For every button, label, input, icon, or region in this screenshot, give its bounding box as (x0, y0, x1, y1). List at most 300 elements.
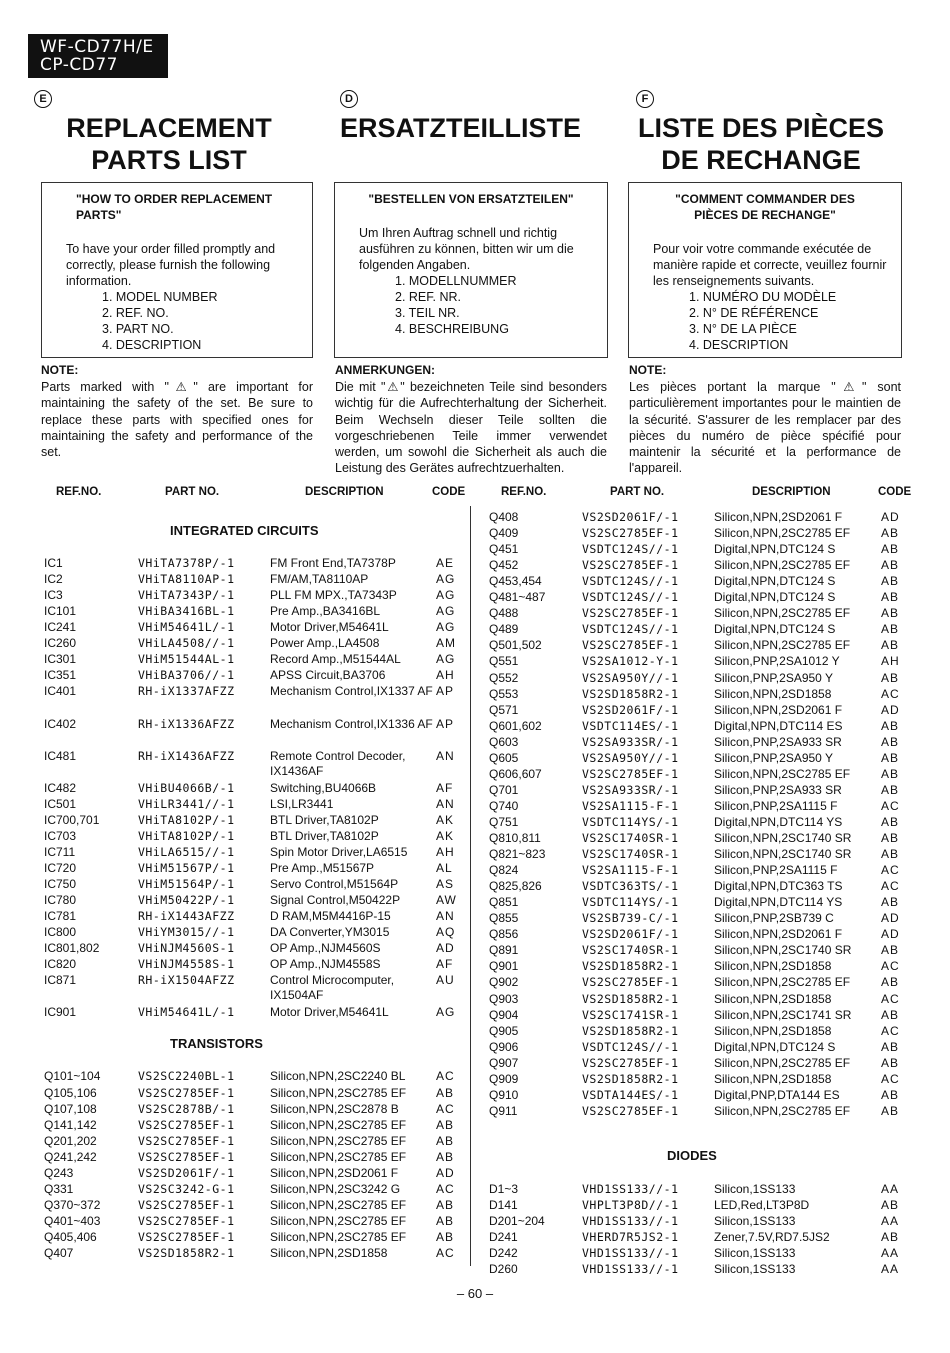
description: Silicon,NPN,2SC2785 EF (714, 526, 851, 541)
code: AB (881, 1055, 900, 1070)
code: AD (881, 911, 900, 926)
ref-no: IC750 (44, 877, 77, 891)
section-title: INTEGRATED CIRCUITS (170, 523, 319, 538)
description: Silicon,PNP,2SA1012 Y (714, 654, 840, 669)
code: AB (881, 1230, 900, 1245)
box-body: Um Ihren Auftrag schnell und richtig ausführen zu können, bitten wir um die folgenden Angaben. (359, 226, 574, 272)
description: Silicon,NPN,2SD1858 (714, 686, 832, 701)
ref-no: Q551 (489, 654, 519, 669)
part-no: VSDTC114ES/-1 (582, 718, 679, 733)
ref-no: Q401~403 (44, 1213, 101, 1228)
box-body: Pour voir votre commande exécutée de manière rapide et correcte, veuillez fournir les renseignements suivants. (653, 242, 887, 288)
ref-no: IC1 (44, 556, 63, 570)
ref-no: Q452 (489, 558, 519, 573)
description: Silicon,PNP,2SA1115 F (714, 863, 838, 878)
section-title: DIODES (667, 1147, 717, 1163)
ref-no: Q856 (489, 927, 519, 942)
ref-no: D1~3 (489, 1181, 519, 1196)
description: Silicon,NPN,2SD2061 F (714, 927, 843, 942)
description: Silicon,NPN,2SC2785 EF (714, 975, 851, 990)
part-no: VHiTA7343P/-1 (138, 588, 235, 603)
ref-no: Q903 (489, 991, 519, 1006)
note-title: NOTE: (629, 363, 667, 377)
ref-no: D241 (489, 1230, 518, 1245)
part-no: VS2SA1012-Y-1 (582, 654, 679, 669)
description: Digital,NPN,DTC363 TS (714, 879, 843, 894)
code: AF (436, 780, 454, 795)
description: Silicon,1SS133 (714, 1214, 796, 1228)
part-no: VS2SD1858R2-1 (582, 1023, 679, 1038)
part-no: VSDTA144ES/-1 (582, 1087, 679, 1102)
description: Power Amp.,LA4508 (270, 636, 380, 651)
code: AG (436, 620, 456, 635)
heading (34, 112, 304, 176)
code: AG (436, 1005, 456, 1020)
part-no: VSDTC124S//-1 (582, 574, 679, 589)
code: AH (436, 844, 455, 859)
box-title: "COMMENT COMMANDER DES PIÈCES DE RECHANGE" (675, 192, 855, 222)
ref-no: Q453,454 (489, 574, 542, 589)
description: Silicon,NPN,2SC2785 EF (714, 1103, 851, 1118)
code: AB (436, 1149, 455, 1164)
description: Pre Amp.,BA3416BL (270, 604, 381, 619)
code: AB (881, 1197, 900, 1212)
description: Digital,NPN,DTC114 YS (714, 814, 843, 829)
part-no: VHiTA8110AP-1 (138, 572, 235, 587)
part-no: VSDTC114YS/-1 (582, 814, 679, 829)
part-no: VS2SD1858R2-1 (582, 686, 679, 701)
box-item: 2. REF. NR. (395, 290, 461, 304)
box-item: 3. PART NO. (102, 322, 174, 336)
ref-no: Q905 (489, 1023, 519, 1038)
code: AC (436, 1181, 455, 1196)
description: Silicon,NPN,2SD2061 F (270, 1165, 399, 1180)
description: Silicon,NPN,2SC2785 EF (270, 1117, 407, 1132)
order-box-english (41, 182, 313, 358)
page-number: – 60 – (456, 1286, 494, 1301)
box-item: 4. DESCRIPTION (102, 338, 202, 352)
description: OP Amp.,NJM4560S (270, 941, 381, 956)
part-no: VHiBA3706//-1 (138, 668, 235, 683)
code: AB (881, 1039, 900, 1054)
ref-no: Q855 (489, 911, 519, 926)
code: AA (881, 1214, 900, 1228)
description: Silicon,NPN,2SC1740 SR (714, 831, 852, 845)
part-no: VSDTC124S//-1 (582, 1039, 679, 1054)
part-no: VS2SD2061F/-1 (582, 927, 679, 942)
code: AM (436, 636, 456, 651)
lang-mark: D (340, 90, 358, 108)
ref-no: Q571 (489, 702, 519, 717)
description: Digital,PNP,DTA144 ES (714, 1087, 840, 1102)
part-no: VHiM51544AL-1 (138, 652, 235, 667)
description: Silicon,NPN,2SD1858 (714, 959, 832, 974)
ref-no: IC351 (44, 668, 77, 683)
code: AU (436, 973, 455, 988)
ref-no: Q909 (489, 1071, 519, 1086)
description: Digital,NPN,DTC114 ES (714, 718, 843, 733)
part-no: VSDTC114YS/-1 (582, 895, 679, 910)
description: Silicon,1SS133 (714, 1181, 796, 1196)
part-no: VSDTC124S//-1 (582, 542, 679, 557)
code: AD (436, 1165, 455, 1180)
description: Motor Driver,M54641L (270, 620, 389, 635)
code: AB (881, 590, 900, 605)
lang-col-english (34, 90, 304, 176)
ref-no: Q891 (489, 943, 519, 958)
ref-no: Q101~104 (44, 1069, 101, 1084)
part-no: VHD1SS133//-1 (582, 1214, 679, 1228)
ref-no: Q701 (489, 782, 519, 797)
part-no: VS2SC3242-G-1 (138, 1181, 235, 1196)
description: Silicon,NPN,2SD1858 (714, 1071, 832, 1086)
note-german (335, 362, 607, 476)
code: AS (436, 877, 455, 891)
ref-no: Q825,826 (489, 879, 542, 894)
ref-no: Q105,106 (44, 1085, 97, 1100)
ref-no: Q907 (489, 1055, 519, 1070)
code: AB (881, 622, 900, 637)
part-no: VHiM51564P/-1 (138, 877, 235, 891)
description: Silicon,NPN,2SD2061 F (714, 510, 843, 524)
description: Zener,7.5V,RD7.5JS2 (714, 1230, 830, 1245)
ref-no: Q451 (489, 542, 519, 557)
part-no: VHPLT3P8D//-1 (582, 1197, 679, 1212)
part-no: VS2SC2785EF-1 (582, 1055, 679, 1070)
part-no: RH-iX1504AFZZ (138, 973, 235, 988)
code: AA (881, 1246, 900, 1261)
note-body: Les pièces portant la marque "⚠" sont particulièrement importantes pour le maintien de la sécurité. S'assurer de les remplacer par des pièces du numéro de pièce spécifié pour maintenir la sécurité et la performance de l'appareil. (629, 380, 901, 476)
code: AG (436, 652, 456, 667)
box-title: "HOW TO ORDER REPLACEMENT PARTS" (76, 192, 273, 222)
part-no: VS2SC2785EF-1 (582, 526, 679, 541)
description: Digital,NPN,DTC114 YS (714, 895, 843, 910)
box-item: 4. DESCRIPTION (689, 338, 789, 352)
code: AN (436, 796, 455, 811)
ref-no: IC481 (44, 748, 77, 763)
code: AB (881, 975, 900, 990)
part-no: VS2SA950Y//-1 (582, 750, 679, 765)
part-no: VS2SC2878B/-1 (138, 1101, 235, 1116)
code: AE (436, 556, 455, 570)
description: Silicon,NPN,2SC1741 SR (714, 1007, 852, 1022)
heading (636, 112, 886, 176)
part-no: VS2SC2785EF-1 (582, 558, 679, 573)
ref-no: Q409 (489, 526, 519, 541)
ref-no: IC3 (44, 588, 63, 603)
box-item: 1. MODEL NUMBER (102, 290, 218, 304)
ref-no: Q488 (489, 606, 519, 621)
description: Silicon,NPN,2SC2785 EF (714, 638, 851, 653)
description: Signal Control,M50422P (270, 893, 401, 908)
part-no: RH-iX1443AFZZ (138, 909, 235, 924)
part-no: VS2SA933SR/-1 (582, 734, 679, 749)
description: LSI,LR3441 (270, 796, 334, 811)
description: Silicon,NPN,2SC2785 EF (270, 1229, 407, 1244)
ref-no: IC301 (44, 652, 77, 667)
ref-no: Q605 (489, 750, 519, 765)
code: AB (881, 526, 900, 541)
code: AG (436, 588, 456, 603)
code: AD (436, 941, 455, 956)
part-no: RH-iX1337AFZZ (138, 684, 235, 699)
description: Silicon,NPN,2SC2785 EF (270, 1149, 407, 1164)
ref-no: Q740 (489, 798, 519, 813)
ref-no: D201~204 (489, 1214, 545, 1228)
part-no: VS2SA950Y//-1 (582, 670, 679, 685)
description: Pre Amp.,M51567P (270, 860, 375, 875)
note-french (629, 362, 901, 476)
part-no: VS2SA933SR/-1 (582, 782, 679, 797)
ref-no: Q243 (44, 1165, 74, 1180)
description: Silicon,NPN,2SD2061 F (714, 702, 843, 717)
description: APSS Circuit,BA3706 (270, 668, 386, 683)
code: AB (881, 638, 900, 653)
code: AN (436, 909, 455, 924)
code: AB (436, 1133, 455, 1148)
part-no: RH-iX1336AFZZ (138, 716, 235, 731)
description: OP Amp.,NJM4558S (270, 957, 381, 972)
box-item: 3. N° DE LA PIÈCE (689, 322, 797, 336)
part-no: VS2SC1740SR-1 (582, 847, 679, 862)
ref-no: IC241 (44, 620, 77, 635)
code: AB (881, 943, 900, 958)
ref-no: Q331 (44, 1181, 74, 1196)
description: LED,Red,LT3P8D (714, 1197, 810, 1212)
heading-line-1: REPLACEMENT (66, 113, 272, 143)
note-english (41, 362, 313, 460)
ref-no: IC482 (44, 780, 77, 795)
part-no: VHiLA6515//-1 (138, 844, 235, 859)
ref-no: IC401 (44, 684, 77, 699)
part-no: VHiM54641L/-1 (138, 1005, 235, 1020)
code: AB (881, 766, 900, 781)
ref-no: Q370~372 (44, 1197, 101, 1212)
part-no: VS2SD2061F/-1 (582, 702, 679, 717)
description: FM/AM,TA8110AP (270, 572, 369, 587)
part-no: VS2SC1741SR-1 (582, 1007, 679, 1022)
note-body: Die mit "⚠" bezeichneten Teile sind besonders wichtig für die Aufrechterhaltung der Sicherheit. Beim Wechseln dieser Teile sollten die vorgeschriebenen Teile immer verwendet werden, um sowohl die Sicherheit als auch die Leistung des Gerätes aufrechtzuerhalten. (335, 380, 607, 476)
part-no: VS2SC2785EF-1 (138, 1117, 235, 1132)
description: D RAM,M5M4416P-15 (270, 909, 391, 924)
box-item: 4. BESCHREIBUNG (395, 322, 509, 336)
code: AB (881, 542, 900, 557)
code: AB (881, 734, 900, 749)
ref-no: Q489 (489, 622, 519, 637)
code: AC (881, 991, 900, 1006)
code: AB (881, 670, 900, 685)
part-no: VS2SC2785EF-1 (582, 606, 679, 621)
description: Silicon,1SS133 (714, 1246, 796, 1261)
code: AK (436, 828, 455, 843)
description: Silicon,NPN,2SC2785 EF (270, 1085, 407, 1100)
code: AK (436, 812, 455, 827)
description: Silicon,NPN,2SC2785 EF (714, 1055, 851, 1070)
part-no: VHiYM3015//-1 (138, 925, 235, 940)
description: Digital,NPN,DTC124 S (714, 622, 836, 637)
code: AH (436, 668, 455, 683)
description: Silicon,NPN,2SC3242 G (270, 1181, 401, 1196)
description: Silicon,NPN,2SC2785 EF (270, 1197, 407, 1212)
ref-no: Q902 (489, 975, 519, 990)
description: Remote Control Decoder, IX1436AF (270, 748, 406, 778)
code: AC (881, 959, 900, 974)
header-code: CODE (432, 486, 466, 498)
code: AB (881, 558, 900, 573)
part-no: VHiLR3441//-1 (138, 796, 235, 811)
code: AB (881, 1087, 900, 1102)
ref-no: IC871 (44, 973, 77, 988)
ref-no: Q910 (489, 1087, 519, 1102)
column-divider (470, 506, 471, 1266)
ref-no: Q141,142 (44, 1117, 97, 1132)
header-ref: REF.NO. (501, 486, 547, 498)
ref-no: Q201,202 (44, 1133, 97, 1148)
heading-line-2: PARTS LIST (91, 145, 247, 175)
code: AC (881, 1023, 900, 1038)
part-no: VHD1SS133//-1 (582, 1262, 679, 1277)
code: AC (436, 1246, 455, 1260)
description: Mechanism Control,IX1337 AF (270, 684, 433, 699)
part-no: VS2SC2785EF-1 (138, 1213, 235, 1228)
ref-no: Q405,406 (44, 1229, 97, 1244)
note-title: ANMERKUNGEN: (335, 363, 435, 377)
code: AF (436, 957, 454, 972)
part-no: VS2SC1740SR-1 (582, 831, 679, 845)
part-no: VS2SC2785EF-1 (138, 1149, 235, 1164)
code: AC (881, 686, 900, 701)
code: AC (881, 1071, 900, 1086)
part-no: VHD1SS133//-1 (582, 1181, 679, 1196)
code: AB (881, 1103, 900, 1118)
box-item: 2. N° DE RÉFÉRENCE (689, 306, 819, 320)
ref-no: IC781 (44, 909, 77, 924)
part-no: VS2SC2785EF-1 (582, 766, 679, 781)
code: AD (881, 510, 900, 524)
ref-no: IC780 (44, 893, 77, 908)
ref-no: IC501 (44, 796, 77, 811)
description: Silicon,PNP,2SA950 Y (714, 670, 833, 685)
ref-no: Q904 (489, 1007, 519, 1022)
ref-no: D141 (489, 1197, 518, 1212)
code: AC (881, 863, 900, 878)
header-desc: DESCRIPTION (305, 486, 384, 498)
ref-no: Q501,502 (489, 638, 542, 653)
ref-no: Q901 (489, 959, 519, 974)
code: AB (881, 574, 900, 589)
order-box-german (334, 182, 608, 358)
ref-no: Q606,607 (489, 766, 542, 781)
part-no: VS2SD2061F/-1 (138, 1165, 235, 1180)
code: AB (881, 895, 900, 910)
ref-no: Q408 (489, 510, 519, 524)
description: Record Amp.,M51544AL (270, 652, 401, 667)
model-line-2: CP-CD77 (40, 55, 118, 75)
ref-no: D260 (489, 1262, 518, 1277)
ref-no: Q603 (489, 734, 519, 749)
description: Motor Driver,M54641L (270, 1005, 389, 1020)
description: Digital,NPN,DTC124 S (714, 1039, 836, 1054)
part-no: VS2SD1858R2-1 (138, 1246, 235, 1260)
heading (340, 112, 581, 144)
note-body: Parts marked with "⚠" are important for maintaining the safety of the set. Be sure to replace these parts with specified ones for maintaining the safety and performance of the set. (41, 380, 313, 460)
ref-no: Q107,108 (44, 1101, 97, 1116)
description: Silicon,NPN,2SC2878 B (270, 1101, 399, 1116)
part-no: VHiNJM4560S-1 (138, 941, 235, 956)
ref-no: IC801,802 (44, 941, 100, 956)
ref-no: IC260 (44, 636, 77, 651)
description: Silicon,PNP,2SA933 SR (714, 782, 842, 797)
code: AB (436, 1197, 455, 1212)
code: AB (881, 831, 900, 845)
part-no: VHERD7R5JS2-1 (582, 1230, 679, 1245)
code: AP (436, 716, 455, 731)
part-no: VS2SC2785EF-1 (582, 975, 679, 990)
ref-no: IC800 (44, 925, 77, 940)
part-no: VHiM51567P/-1 (138, 860, 235, 875)
description: Silicon,NPN,2SC2785 EF (714, 558, 851, 573)
code: AG (436, 604, 456, 619)
ref-no: Q821~823 (489, 847, 546, 862)
order-box-french (628, 182, 902, 358)
ref-no: IC2 (44, 572, 63, 587)
code: AC (436, 1101, 455, 1116)
description: FM Front End,TA7378P (270, 556, 396, 570)
code: AQ (436, 925, 456, 940)
header-part: PART NO. (610, 486, 665, 498)
ref-no: Q824 (489, 863, 519, 878)
part-no: VHiTA8102P/-1 (138, 812, 235, 827)
ref-no: Q241,242 (44, 1149, 97, 1164)
description: Silicon,NPN,2SC2240 BL (270, 1069, 406, 1084)
header-part: PART NO. (165, 486, 220, 498)
ref-no: Q751 (489, 814, 519, 829)
code: AB (881, 750, 900, 765)
header-desc: DESCRIPTION (752, 486, 831, 498)
code: AB (436, 1117, 455, 1132)
description: Control Microcomputer, IX1504AF (270, 973, 395, 1003)
code: AB (881, 847, 900, 862)
part-no: VS2SC2785EF-1 (138, 1197, 235, 1212)
description: Digital,NPN,DTC124 S (714, 542, 836, 557)
lang-col-german (340, 90, 581, 144)
lang-mark: F (636, 90, 654, 108)
part-no: VHiLA4508//-1 (138, 636, 235, 651)
description: Silicon,PNP,2SB739 C (714, 911, 834, 926)
box-body: To have your order filled promptly and correctly, please furnish the following information. (66, 242, 276, 288)
note-title: NOTE: (41, 363, 79, 377)
code: AP (436, 684, 455, 699)
ref-no: IC101 (44, 604, 77, 619)
ref-no: Q481~487 (489, 590, 546, 605)
description: Digital,NPN,DTC124 S (714, 590, 836, 605)
ref-no: Q851 (489, 895, 519, 910)
part-no: VS2SD1858R2-1 (582, 959, 679, 974)
ref-no: IC820 (44, 957, 77, 972)
ref-no: Q552 (489, 670, 519, 685)
ref-no: IC703 (44, 828, 77, 843)
part-no: VS2SC2785EF-1 (138, 1085, 235, 1100)
part-no: VHiBU4066B/-1 (138, 780, 235, 795)
description: Silicon,PNP,2SA1115 F (714, 798, 838, 813)
description: Spin Motor Driver,LA6515 (270, 844, 408, 859)
part-no: VS2SC2785EF-1 (138, 1133, 235, 1148)
code: AA (881, 1262, 900, 1277)
heading-line-2: DE RECHANGE (661, 145, 861, 175)
lang-mark: E (34, 90, 52, 108)
code: AD (881, 927, 900, 942)
box-item: 1. NUMÉRO DU MODÈLE (689, 290, 837, 304)
